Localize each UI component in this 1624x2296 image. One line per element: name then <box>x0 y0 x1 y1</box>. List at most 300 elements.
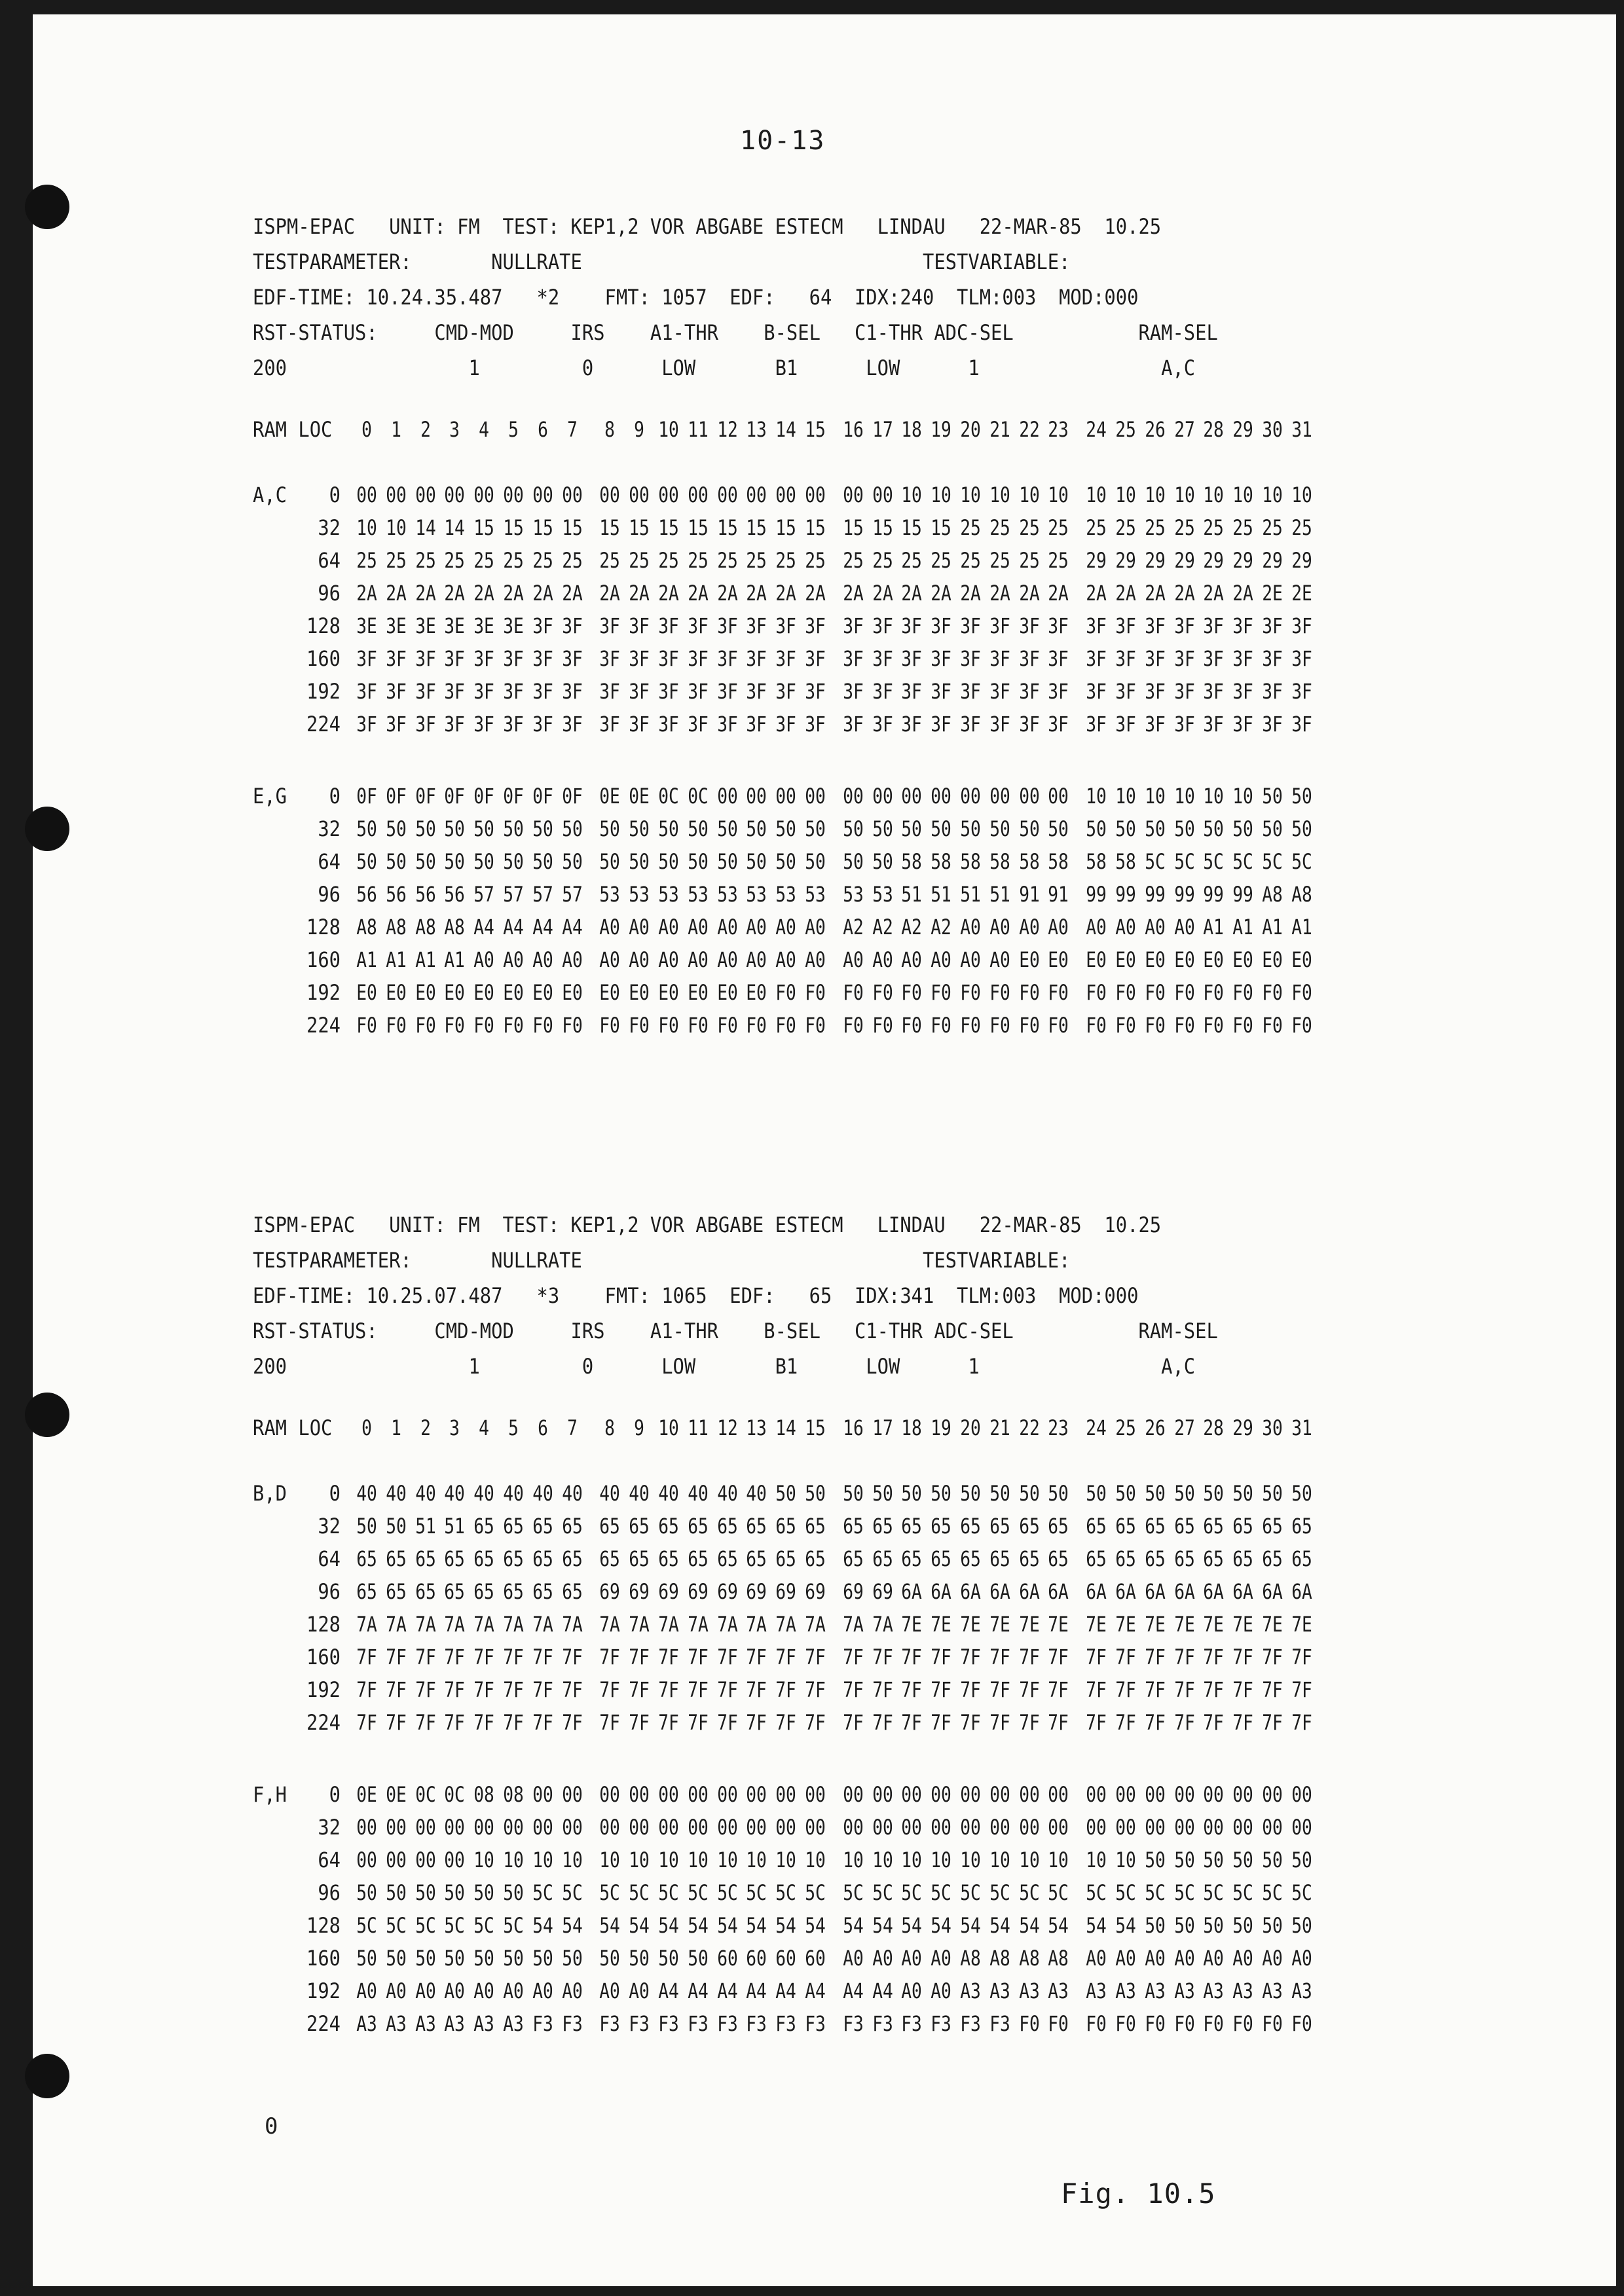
hex-cell: A4 <box>842 1978 864 2003</box>
hex-cell: 15 <box>473 515 494 540</box>
hex-cell: A0 <box>989 915 1010 939</box>
hex-cell: 65 <box>872 1546 893 1571</box>
hex-cell: 3F <box>503 679 524 704</box>
column-index: 8 <box>604 417 616 442</box>
hex-cell: 7F <box>473 1645 494 1669</box>
column-index: 26 <box>1144 417 1166 442</box>
hex-cell: 10 <box>1115 1848 1136 1872</box>
hex-cell: 2A <box>805 581 826 606</box>
hex-cell: F0 <box>1203 980 1225 1005</box>
hex-cell: 7F <box>1232 1710 1253 1735</box>
hex-cell: 50 <box>356 1946 377 1971</box>
hex-cell: 7F <box>931 1645 951 1669</box>
hex-cell: E0 <box>532 980 553 1005</box>
hex-cell: 6A <box>931 1579 951 1604</box>
hex-cell: F0 <box>931 1013 951 1038</box>
hex-cell: 54 <box>989 1913 1010 1938</box>
hex-cell: 0F <box>473 784 494 809</box>
hex-cell: 50 <box>385 816 407 841</box>
hex-cell: 3F <box>1086 646 1107 671</box>
hex-cell: 50 <box>385 1514 407 1539</box>
hex-cell: 6A <box>1291 1579 1312 1604</box>
hex-cell: F0 <box>872 980 893 1005</box>
hex-cell: 00 <box>658 1815 679 1840</box>
hex-cell: 00 <box>805 1815 826 1840</box>
hex-cell: 3F <box>1232 613 1253 638</box>
column-index: 24 <box>1086 417 1107 442</box>
hex-cell: 5C <box>1173 849 1195 874</box>
column-index: 11 <box>687 417 709 442</box>
column-index: 0 <box>361 417 372 442</box>
hex-cell: 50 <box>1232 816 1253 841</box>
hex-cell: A0 <box>746 915 767 939</box>
hex-cell: 65 <box>687 1546 709 1571</box>
hex-cell: 3F <box>1144 613 1166 638</box>
column-index: 17 <box>872 417 893 442</box>
hex-cell: 00 <box>1173 1815 1195 1840</box>
hex-cell: 10 <box>1086 1848 1107 1872</box>
hex-cell: A1 <box>385 947 407 972</box>
hex-cell: 7F <box>658 1645 679 1669</box>
hex-cell: F0 <box>775 980 796 1005</box>
hex-cell: 58 <box>1115 849 1136 874</box>
hex-cell: 00 <box>1018 784 1040 809</box>
hex-cell: 65 <box>931 1514 951 1539</box>
hex-cell: 57 <box>503 882 524 907</box>
hex-cell: 50 <box>1173 1913 1195 1938</box>
column-index: 17 <box>872 1415 893 1440</box>
hex-cell: 7F <box>931 1710 951 1735</box>
hex-cell: A0 <box>1173 915 1195 939</box>
hex-cell: F0 <box>1173 980 1195 1005</box>
hex-cell: 7F <box>1086 1677 1107 1702</box>
column-index: 23 <box>1048 417 1069 442</box>
hex-cell: 50 <box>658 1946 679 1971</box>
hex-cell: 5C <box>473 1913 494 1938</box>
hex-cell: E0 <box>473 980 494 1005</box>
hex-cell: A0 <box>960 947 981 972</box>
hex-cell: 15 <box>901 515 923 540</box>
hex-cell: 5C <box>629 1880 650 1905</box>
column-index: 24 <box>1086 1415 1107 1440</box>
header-line: TESTPARAMETER: NULLRATE TESTVARIABLE: <box>253 1248 1071 1273</box>
column-index: 6 <box>537 1415 548 1440</box>
ram-loc-label: RAM LOC <box>253 1415 333 1440</box>
hex-cell: 7F <box>503 1710 524 1735</box>
hex-cell: 7F <box>687 1645 709 1669</box>
hex-cell: 00 <box>901 1782 923 1807</box>
hex-cell: 3F <box>629 613 650 638</box>
row-address: 32 <box>318 816 341 841</box>
hex-cell: 2A <box>716 581 738 606</box>
hex-cell: 50 <box>1262 1481 1283 1506</box>
hex-cell: 3F <box>931 712 951 737</box>
hex-cell: 00 <box>599 483 621 507</box>
hex-cell: 91 <box>1018 882 1040 907</box>
hex-cell: A3 <box>1018 1978 1040 2003</box>
hex-cell: 7F <box>356 1645 377 1669</box>
column-index: 3 <box>449 417 460 442</box>
hex-cell: 7F <box>415 1710 436 1735</box>
hex-cell: F0 <box>658 1013 679 1038</box>
hex-cell: 2A <box>775 581 796 606</box>
column-index: 14 <box>775 1415 796 1440</box>
ram-loc-label: RAM LOC <box>253 417 333 442</box>
hex-cell: 2A <box>1086 581 1107 606</box>
hex-cell: 57 <box>532 882 553 907</box>
row-address: 128 <box>306 1612 341 1637</box>
hex-cell: 2A <box>872 581 893 606</box>
hex-cell: 99 <box>1115 882 1136 907</box>
hex-cell: 50 <box>1232 1913 1253 1938</box>
hex-cell: A0 <box>532 1978 553 2003</box>
hex-cell: 3F <box>503 646 524 671</box>
hex-cell: 7F <box>960 1710 981 1735</box>
hex-cell: 50 <box>746 849 767 874</box>
hex-cell: 00 <box>931 784 951 809</box>
hex-cell: 50 <box>658 816 679 841</box>
hex-cell: 10 <box>1086 483 1107 507</box>
header-line: RST-STATUS: CMD-MOD IRS A1-THR B-SEL C1-THR ADC-SEL RAM-SEL <box>253 1319 1218 1343</box>
hex-cell: F0 <box>901 1013 923 1038</box>
hex-cell: F0 <box>1115 980 1136 1005</box>
hex-cell: 00 <box>775 483 796 507</box>
hex-cell: 50 <box>842 849 864 874</box>
hex-cell: 7F <box>415 1677 436 1702</box>
hex-cell: 3F <box>599 712 621 737</box>
hex-cell: 15 <box>599 515 621 540</box>
hex-cell: 10 <box>805 1848 826 1872</box>
hex-cell: 54 <box>1048 1913 1069 1938</box>
row-address: 224 <box>306 1013 341 1038</box>
hex-cell: 00 <box>687 483 709 507</box>
hex-cell: 00 <box>842 1815 864 1840</box>
hex-cell: 65 <box>960 1546 981 1571</box>
hex-cell: 3F <box>532 679 553 704</box>
hex-cell: 00 <box>415 483 436 507</box>
hex-cell: 00 <box>872 1815 893 1840</box>
hex-cell: 3F <box>805 712 826 737</box>
hex-cell: 10 <box>1048 483 1069 507</box>
hex-cell: 3F <box>503 712 524 737</box>
hex-cell: 60 <box>716 1946 738 1971</box>
hex-cell: A0 <box>629 947 650 972</box>
hex-cell: 65 <box>960 1514 981 1539</box>
hex-cell: 7F <box>901 1645 923 1669</box>
hex-cell: 3F <box>473 679 494 704</box>
column-index: 12 <box>716 417 738 442</box>
hex-cell: 2A <box>1173 581 1195 606</box>
hex-cell: 3F <box>746 646 767 671</box>
hex-cell: 7F <box>561 1645 583 1669</box>
hex-cell: A0 <box>687 947 709 972</box>
hex-cell: 65 <box>658 1514 679 1539</box>
hex-cell: 7F <box>960 1645 981 1669</box>
hex-cell: 5C <box>1232 849 1253 874</box>
hex-cell: 0F <box>385 784 407 809</box>
hex-cell: F0 <box>473 1013 494 1038</box>
hex-cell: 25 <box>746 548 767 573</box>
hex-cell: 3F <box>687 646 709 671</box>
hex-cell: 7F <box>385 1710 407 1735</box>
hex-cell: 10 <box>960 483 981 507</box>
hex-cell: A0 <box>503 1978 524 2003</box>
hex-cell: 2A <box>687 581 709 606</box>
hex-cell: 40 <box>385 1481 407 1506</box>
hex-cell: 65 <box>989 1546 1010 1571</box>
hex-cell: 50 <box>599 816 621 841</box>
hex-cell: 60 <box>775 1946 796 1971</box>
hex-cell: 7F <box>687 1677 709 1702</box>
hex-cell: E0 <box>1048 947 1069 972</box>
row-address: 160 <box>306 1946 341 1971</box>
hex-cell: 50 <box>415 1880 436 1905</box>
hex-cell: 3F <box>746 679 767 704</box>
hex-cell: 50 <box>805 1481 826 1506</box>
hex-cell: 65 <box>629 1514 650 1539</box>
hex-cell: 3F <box>872 646 893 671</box>
hex-cell: 2A <box>1048 581 1069 606</box>
hex-cell: 7F <box>629 1677 650 1702</box>
hex-cell: 50 <box>1262 816 1283 841</box>
hex-cell: 7F <box>1144 1710 1166 1735</box>
hex-cell: 3F <box>872 679 893 704</box>
hex-cell: 15 <box>629 515 650 540</box>
hex-cell: A4 <box>473 915 494 939</box>
hex-cell: 6A <box>1232 1579 1253 1604</box>
hex-cell: 7F <box>503 1677 524 1702</box>
punch-hole <box>25 185 69 229</box>
hex-cell: 65 <box>1232 1514 1253 1539</box>
hex-cell: 53 <box>775 882 796 907</box>
hex-cell: 99 <box>1144 882 1166 907</box>
hex-cell: 58 <box>901 849 923 874</box>
hex-cell: 50 <box>473 849 494 874</box>
hex-cell: 56 <box>385 882 407 907</box>
hex-cell: 5C <box>931 1880 951 1905</box>
hex-cell: A0 <box>1018 915 1040 939</box>
hex-cell: 40 <box>658 1481 679 1506</box>
hex-cell: 5C <box>1115 1880 1136 1905</box>
hex-cell: 3F <box>901 646 923 671</box>
hex-cell: E0 <box>658 980 679 1005</box>
hex-cell: 3F <box>1203 646 1225 671</box>
hex-cell: 65 <box>746 1546 767 1571</box>
ram-section-label: B,D <box>253 1481 287 1506</box>
hex-cell: 53 <box>872 882 893 907</box>
hex-cell: F3 <box>805 2011 826 2036</box>
hex-cell: 3F <box>599 613 621 638</box>
hex-cell: 54 <box>805 1913 826 1938</box>
hex-cell: 7E <box>1262 1612 1283 1637</box>
hex-cell: A0 <box>503 947 524 972</box>
hex-cell: 65 <box>503 1546 524 1571</box>
hex-cell: A3 <box>444 2011 466 2036</box>
hex-cell: F0 <box>1173 2011 1195 2036</box>
hex-cell: 7E <box>1018 1612 1040 1637</box>
hex-cell: 25 <box>1262 515 1283 540</box>
hex-cell: 15 <box>775 515 796 540</box>
hex-cell: 69 <box>805 1579 826 1604</box>
hex-cell: 53 <box>716 882 738 907</box>
hex-cell: 99 <box>1086 882 1107 907</box>
hex-cell: 50 <box>1144 1481 1166 1506</box>
hex-cell: 25 <box>1232 515 1253 540</box>
hex-cell: 5C <box>561 1880 583 1905</box>
hex-cell: 50 <box>805 816 826 841</box>
hex-cell: 69 <box>716 1579 738 1604</box>
column-index: 16 <box>842 417 864 442</box>
hex-cell: A0 <box>931 1978 951 2003</box>
hex-cell: 2A <box>356 581 377 606</box>
hex-cell: F0 <box>687 1013 709 1038</box>
hex-cell: F0 <box>1086 980 1107 1005</box>
hex-cell: 50 <box>1086 816 1107 841</box>
hex-cell: 7F <box>842 1645 864 1669</box>
hex-cell: 5C <box>1203 1880 1225 1905</box>
column-index: 25 <box>1115 1415 1136 1440</box>
hex-cell: 3F <box>1115 679 1136 704</box>
hex-cell: 7F <box>1203 1677 1225 1702</box>
hex-cell: 3F <box>1048 613 1069 638</box>
column-index: 4 <box>479 417 490 442</box>
hex-cell: 00 <box>1086 1815 1107 1840</box>
hex-cell: 25 <box>901 548 923 573</box>
hex-cell: A0 <box>872 1946 893 1971</box>
column-index: 30 <box>1262 417 1283 442</box>
column-index: 10 <box>658 1415 679 1440</box>
column-index: 31 <box>1291 417 1312 442</box>
hex-cell: 3F <box>775 712 796 737</box>
hex-cell: 50 <box>1018 1481 1040 1506</box>
hex-cell: 2E <box>1291 581 1312 606</box>
hex-cell: 99 <box>1232 882 1253 907</box>
hex-cell: 3E <box>356 613 377 638</box>
hex-cell: 5C <box>599 1880 621 1905</box>
hex-cell: E0 <box>1291 947 1312 972</box>
hex-cell: 65 <box>1018 1546 1040 1571</box>
hex-cell: 00 <box>356 1848 377 1872</box>
hex-cell: 53 <box>746 882 767 907</box>
hex-cell: 40 <box>629 1481 650 1506</box>
hex-cell: A3 <box>989 1978 1010 2003</box>
hex-cell: 00 <box>872 784 893 809</box>
hex-cell: 7A <box>716 1612 738 1637</box>
hex-cell: 00 <box>716 1782 738 1807</box>
hex-cell: 6A <box>1115 1579 1136 1604</box>
hex-cell: F0 <box>989 1013 1010 1038</box>
hex-cell: A3 <box>1232 1978 1253 2003</box>
hex-cell: F3 <box>960 2011 981 2036</box>
hex-cell: 57 <box>561 882 583 907</box>
hex-cell: A4 <box>805 1978 826 2003</box>
hex-cell: 7F <box>629 1710 650 1735</box>
hex-cell: 50 <box>629 816 650 841</box>
hex-cell: 3F <box>805 646 826 671</box>
hex-cell: 3F <box>473 646 494 671</box>
hex-cell: 15 <box>716 515 738 540</box>
hex-cell: 50 <box>356 1880 377 1905</box>
hex-cell: E0 <box>561 980 583 1005</box>
hex-cell: 7F <box>629 1645 650 1669</box>
hex-cell: 60 <box>805 1946 826 1971</box>
hex-cell: 10 <box>931 483 951 507</box>
hex-cell: 10 <box>1232 784 1253 809</box>
hex-cell: 91 <box>1048 882 1069 907</box>
hex-cell: 7F <box>1086 1710 1107 1735</box>
hex-cell: 50 <box>1048 1481 1069 1506</box>
hex-cell: 2A <box>561 581 583 606</box>
hex-cell: A3 <box>503 2011 524 2036</box>
hex-cell: 5C <box>444 1913 466 1938</box>
hex-cell: 2A <box>503 581 524 606</box>
column-index: 29 <box>1232 1415 1253 1440</box>
hex-cell: 0E <box>385 1782 407 1807</box>
hex-cell: 25 <box>1115 515 1136 540</box>
hex-cell: 40 <box>532 1481 553 1506</box>
hex-cell: A0 <box>1115 915 1136 939</box>
hex-cell: 50 <box>473 1880 494 1905</box>
hex-cell: 7F <box>1115 1710 1136 1735</box>
hex-cell: 10 <box>1115 483 1136 507</box>
hex-cell: 5C <box>356 1913 377 1938</box>
hex-cell: A0 <box>901 1978 923 2003</box>
hex-cell: 65 <box>385 1579 407 1604</box>
hex-cell: 7A <box>872 1612 893 1637</box>
hex-cell: 69 <box>872 1579 893 1604</box>
hex-cell: 50 <box>1262 1913 1283 1938</box>
hex-cell: 00 <box>901 1815 923 1840</box>
hex-cell: 6A <box>901 1579 923 1604</box>
hex-cell: 5C <box>716 1880 738 1905</box>
hex-cell: 10 <box>872 1848 893 1872</box>
hex-cell: 29 <box>1232 548 1253 573</box>
hex-cell: 7E <box>1203 1612 1225 1637</box>
hex-cell: A0 <box>1115 1946 1136 1971</box>
hex-cell: 3F <box>356 679 377 704</box>
hex-cell: 00 <box>1144 1782 1166 1807</box>
hex-cell: 7F <box>989 1645 1010 1669</box>
hex-cell: 10 <box>1203 483 1225 507</box>
hex-cell: 3F <box>1018 712 1040 737</box>
hex-cell: 50 <box>356 849 377 874</box>
column-index: 25 <box>1115 417 1136 442</box>
hex-cell: 3F <box>444 679 466 704</box>
hex-cell: 29 <box>1173 548 1195 573</box>
hex-cell: A4 <box>503 915 524 939</box>
hex-cell: 3F <box>561 646 583 671</box>
hex-cell: 58 <box>1018 849 1040 874</box>
hex-cell: 00 <box>385 1815 407 1840</box>
hex-cell: 3F <box>775 679 796 704</box>
hex-cell: 00 <box>532 1782 553 1807</box>
hex-cell: 50 <box>960 816 981 841</box>
hex-cell: 0F <box>444 784 466 809</box>
hex-cell: F0 <box>629 1013 650 1038</box>
hex-cell: F0 <box>842 1013 864 1038</box>
hex-cell: 50 <box>415 849 436 874</box>
hex-cell: 65 <box>415 1546 436 1571</box>
hex-cell: F3 <box>842 2011 864 2036</box>
hex-cell: 54 <box>658 1913 679 1938</box>
hex-cell: 50 <box>901 1481 923 1506</box>
hex-cell: 0F <box>561 784 583 809</box>
hex-cell: 3F <box>931 679 951 704</box>
hex-cell: 65 <box>1262 1546 1283 1571</box>
hex-cell: A3 <box>1086 1978 1107 2003</box>
hex-cell: A0 <box>561 1978 583 2003</box>
column-index: 31 <box>1291 1415 1312 1440</box>
